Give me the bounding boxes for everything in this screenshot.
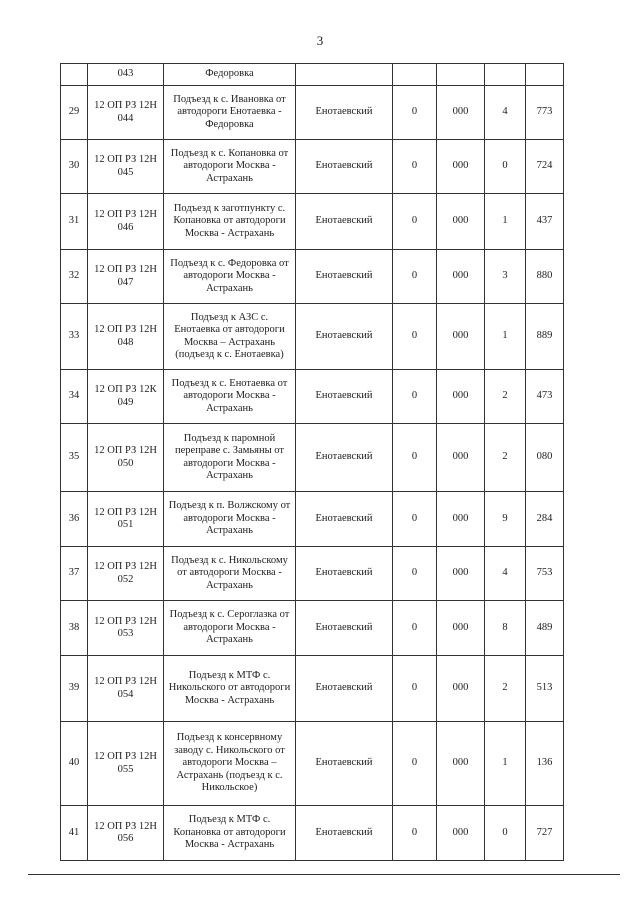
cell-x: 1 [485, 722, 526, 806]
cell-x: 9 [485, 492, 526, 547]
cell-district: Енотаевский [296, 492, 393, 547]
cell-number: 39 [61, 656, 88, 722]
cell-y: 889 [526, 304, 564, 370]
cell-name: Подъезд к с. Ивановка от автодороги Енотаевка - Федоровка [164, 86, 296, 140]
cell-district: Енотаевский [296, 194, 393, 250]
cell-code: 12 ОП РЗ 12Н 048 [88, 304, 164, 370]
cell-code: 12 ОП РЗ 12Н 045 [88, 140, 164, 194]
cell-y: 724 [526, 140, 564, 194]
cell-km: 0 [393, 250, 437, 304]
cell-district: Енотаевский [296, 250, 393, 304]
cell-x: 8 [485, 601, 526, 656]
cell-x: 2 [485, 370, 526, 424]
cell-district: Енотаевский [296, 806, 393, 861]
cell-name: Подъезд к с. Сероглазка от автодороги Москва - Астрахань [164, 601, 296, 656]
cell-name: Подъезд к п. Волжскому от автодороги Москва - Астрахань [164, 492, 296, 547]
cell-district: Енотаевский [296, 304, 393, 370]
cell-name: Подъезд к заготпункту с. Копановка от автодороги Москва - Астрахань [164, 194, 296, 250]
cell-number: 35 [61, 424, 88, 492]
cell-number: 38 [61, 601, 88, 656]
cell-name: Подъезд к АЗС с. Енотаевка от автодороги Москва – Астрахань (подъезд к с. Енотаевка) [164, 304, 296, 370]
cell-number [61, 64, 88, 86]
cell-number: 33 [61, 304, 88, 370]
page-number: 3 [316, 33, 324, 48]
cell-m: 000 [437, 806, 485, 861]
cell-y: 136 [526, 722, 564, 806]
table-row [61, 722, 564, 806]
table-row [61, 656, 564, 722]
cell-code: 12 ОП РЗ 12Н 052 [88, 547, 164, 601]
cell-name: Подъезд к с. Никольскому от автодороги Москва - Астрахань [164, 547, 296, 601]
cell-y: 284 [526, 492, 564, 547]
cell-x: 0 [485, 140, 526, 194]
cell-number: 34 [61, 370, 88, 424]
cell-name: Подъезд к с. Федоровка от автодороги Москва - Астрахань [164, 250, 296, 304]
cell-number: 29 [61, 86, 88, 140]
cell-y [526, 64, 564, 86]
cell-y: 513 [526, 656, 564, 722]
cell-district: Енотаевский [296, 86, 393, 140]
table-row [61, 304, 564, 370]
cell-number: 31 [61, 194, 88, 250]
cell-m: 000 [437, 140, 485, 194]
cell-km: 0 [393, 722, 437, 806]
cell-name: Подъезд к МТФ с. Никольского от автодороги Москва - Астрахань [164, 656, 296, 722]
cell-km: 0 [393, 370, 437, 424]
cell-district: Енотаевский [296, 370, 393, 424]
cell-code: 12 ОП РЗ 12Н 054 [88, 656, 164, 722]
cell-m: 000 [437, 547, 485, 601]
bottom-rule [28, 874, 620, 875]
cell-m: 000 [437, 194, 485, 250]
cell-district [296, 64, 393, 86]
cell-m: 000 [437, 304, 485, 370]
cell-x: 3 [485, 250, 526, 304]
cell-district: Енотаевский [296, 140, 393, 194]
cell-km: 0 [393, 424, 437, 492]
cell-x: 1 [485, 304, 526, 370]
cell-x: 1 [485, 194, 526, 250]
cell-m: 000 [437, 250, 485, 304]
cell-m: 000 [437, 601, 485, 656]
table-row [61, 424, 564, 492]
cell-name: Федоровка [164, 64, 296, 86]
table-row [61, 250, 564, 304]
cell-m: 000 [437, 492, 485, 547]
cell-x: 0 [485, 806, 526, 861]
cell-m: 000 [437, 370, 485, 424]
cell-district: Енотаевский [296, 601, 393, 656]
cell-km: 0 [393, 86, 437, 140]
cell-km [393, 64, 437, 86]
cell-code: 12 ОП РЗ 12Н 050 [88, 424, 164, 492]
cell-km: 0 [393, 601, 437, 656]
table-row [61, 86, 564, 140]
cell-m: 000 [437, 424, 485, 492]
table-row [61, 601, 564, 656]
cell-km: 0 [393, 140, 437, 194]
cell-x: 2 [485, 656, 526, 722]
cell-y: 727 [526, 806, 564, 861]
cell-code: 043 [88, 64, 164, 86]
cell-number: 41 [61, 806, 88, 861]
cell-x: 4 [485, 547, 526, 601]
cell-name: Подъезд к консервному заводу с. Никольского от автодороги Москва – Астрахань (подъезд к с. Никольское) [164, 722, 296, 806]
cell-km: 0 [393, 194, 437, 250]
cell-number: 36 [61, 492, 88, 547]
table-body [61, 64, 564, 861]
table-row [61, 806, 564, 861]
cell-district: Енотаевский [296, 547, 393, 601]
cell-m: 000 [437, 656, 485, 722]
table-row-continuation [61, 64, 564, 86]
cell-y: 753 [526, 547, 564, 601]
cell-district: Енотаевский [296, 656, 393, 722]
cell-code: 12 ОП РЗ 12Н 056 [88, 806, 164, 861]
cell-km: 0 [393, 492, 437, 547]
table-row [61, 194, 564, 250]
cell-code: 12 ОП РЗ 12К 049 [88, 370, 164, 424]
cell-number: 40 [61, 722, 88, 806]
cell-number: 30 [61, 140, 88, 194]
table-row [61, 547, 564, 601]
cell-y: 473 [526, 370, 564, 424]
cell-y: 489 [526, 601, 564, 656]
cell-code: 12 ОП РЗ 12Н 051 [88, 492, 164, 547]
cell-m: 000 [437, 86, 485, 140]
cell-code: 12 ОП РЗ 12Н 047 [88, 250, 164, 304]
table-row [61, 140, 564, 194]
cell-code: 12 ОП РЗ 12Н 053 [88, 601, 164, 656]
cell-number: 37 [61, 547, 88, 601]
cell-km: 0 [393, 656, 437, 722]
cell-m: 000 [437, 722, 485, 806]
cell-code: 12 ОП РЗ 12Н 044 [88, 86, 164, 140]
cell-x: 2 [485, 424, 526, 492]
cell-code: 12 ОП РЗ 12Н 055 [88, 722, 164, 806]
cell-x: 4 [485, 86, 526, 140]
cell-district: Енотаевский [296, 722, 393, 806]
cell-m [437, 64, 485, 86]
cell-y: 437 [526, 194, 564, 250]
cell-name: Подъезд к с. Енотаевка от автодороги Москва - Астрахань [164, 370, 296, 424]
cell-x [485, 64, 526, 86]
roads-table [60, 63, 564, 861]
cell-km: 0 [393, 547, 437, 601]
cell-code: 12 ОП РЗ 12Н 046 [88, 194, 164, 250]
cell-name: Подъезд к МТФ с. Копановка от автодороги Москва - Астрахань [164, 806, 296, 861]
cell-name: Подъезд к с. Копановка от автодороги Москва - Астрахань [164, 140, 296, 194]
table-row [61, 370, 564, 424]
cell-km: 0 [393, 806, 437, 861]
cell-y: 080 [526, 424, 564, 492]
cell-y: 880 [526, 250, 564, 304]
cell-number: 32 [61, 250, 88, 304]
table-row [61, 492, 564, 547]
cell-km: 0 [393, 304, 437, 370]
cell-name: Подъезд к паромной переправе с. Замьяны от автодороги Москва - Астрахань [164, 424, 296, 492]
cell-district: Енотаевский [296, 424, 393, 492]
cell-y: 773 [526, 86, 564, 140]
